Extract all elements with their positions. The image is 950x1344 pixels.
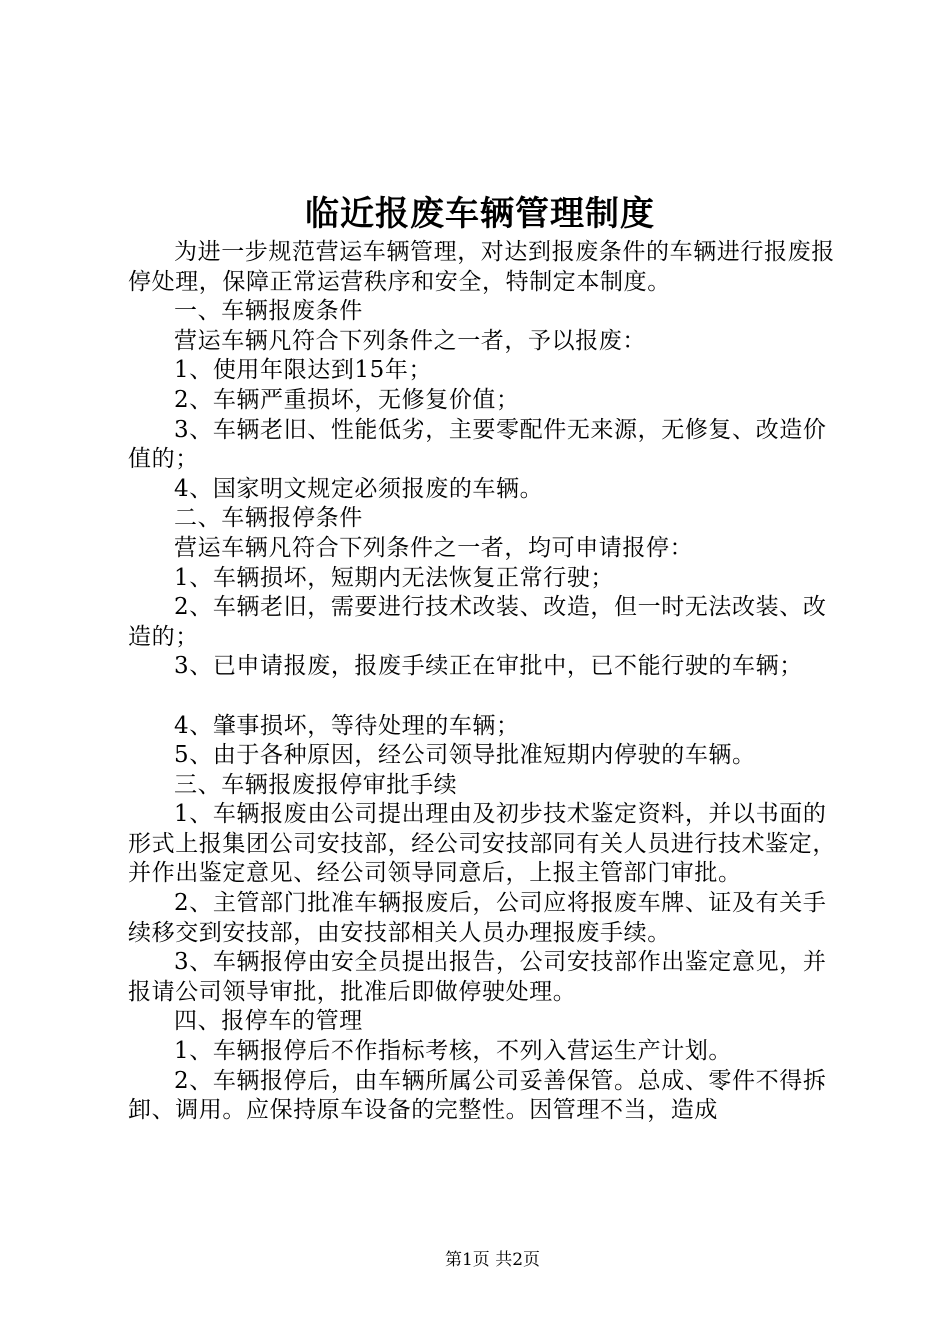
list-item: 1、车辆报停后不作指标考核，不列入营运生产计划。: [174, 1038, 733, 1065]
section-heading-3: 三、车辆报废报停审批手续: [174, 771, 458, 798]
blank-line: [128, 682, 848, 712]
list-item: 2、车辆老旧，需要进行技术改装、改造，但一时无法改装、改造的；: [128, 594, 827, 650]
list-item: 2、车辆严重损坏，无修复价值；: [174, 386, 520, 413]
list-item: 1、车辆报废由公司提出理由及初步技术鉴定资料，并以书面的形式上报集团公司安技部，经公司安技部同有关人员进行技术鉴定，并作出鉴定意见、经公司领导同意后，上报主管部门审批。: [128, 801, 836, 887]
paragraph: 营运车辆凡符合下列条件之一者，均可申请报停：: [174, 534, 694, 561]
list-item: 3、已申请报废，报废手续正在审批中，已不能行驶的车辆；: [174, 653, 803, 680]
list-item: 1、车辆损坏，短期内无法恢复正常行驶；: [174, 564, 615, 591]
list-item: 2、车辆报停后，由车辆所属公司妥善保管。总成、零件不得拆卸、调用。应保持原车设备的完整性。因管理不当，造成: [128, 1067, 827, 1124]
section-heading-4: 四、报停车的管理: [174, 1008, 363, 1035]
list-item: 3、车辆老旧、性能低劣，主要零配件无来源，无修复、改造价值的；: [128, 416, 827, 473]
list-item: 4、肇事损坏，等待处理的车辆；: [174, 712, 520, 739]
list-item: 1、使用年限达到15年；: [174, 357, 433, 384]
list-item: 4、国家明文规定必须报废的车辆。: [174, 475, 544, 502]
paragraph-intro: 为进一步规范营运车辆管理，对达到报废条件的车辆进行报废报停处理，保障正常运营秩序和安全，特制定本制度。: [128, 239, 835, 295]
document-title: 临近报废车辆管理制度: [305, 194, 655, 234]
list-item: 3、车辆报停由安全员提出报告，公司安技部作出鉴定意见，并报请公司领导审批，批准后即做停驶处理。: [128, 949, 827, 1005]
paragraph: 营运车辆凡符合下列条件之一者，予以报废：: [174, 327, 646, 354]
section-heading-1: 一、车辆报废条件: [174, 298, 363, 325]
list-item: 5、由于各种原因，经公司领导批准短期内停驶的车辆。: [174, 742, 756, 769]
list-item: 2、主管部门批准车辆报废后，公司应将报废车牌、证及有关手续移交到安技部，由安技部相关人员办理报废手续。: [128, 890, 827, 946]
document-body: [128, 238, 848, 1126]
page-footer: 第1页 共2页: [444, 1250, 541, 1270]
section-heading-2: 二、车辆报停条件: [174, 505, 363, 532]
